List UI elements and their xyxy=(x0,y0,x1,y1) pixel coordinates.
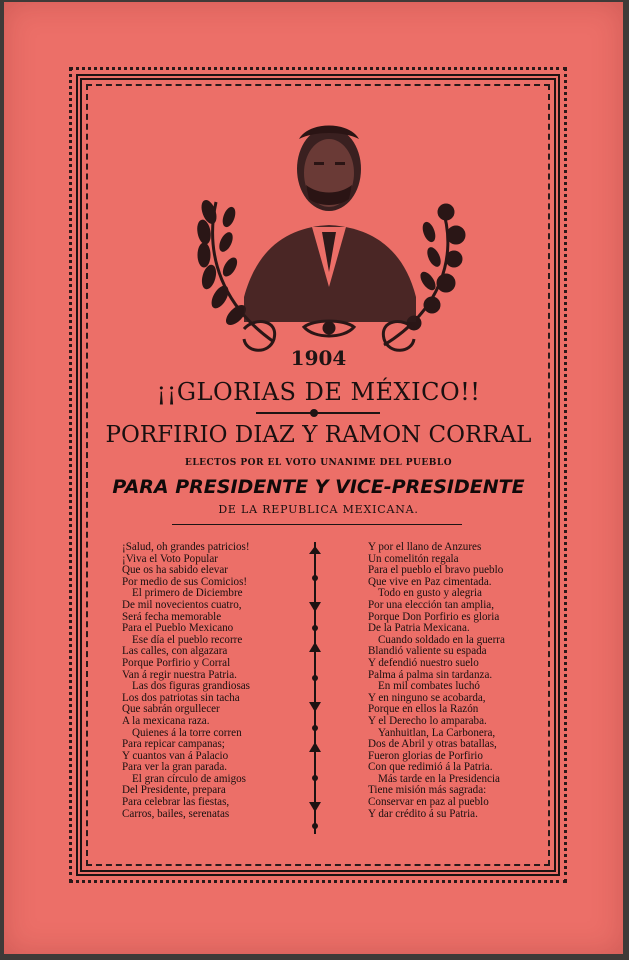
title-rule xyxy=(256,412,380,414)
verse-line: Que sabrán orgullecer xyxy=(122,703,220,716)
verse-line: Y defendió nuestro suelo xyxy=(368,656,479,669)
republic-subtitle: DE LA REPUBLICA MEXICANA. xyxy=(218,503,419,516)
verse-line: A la mexicana raza. xyxy=(122,714,210,727)
verse-line: Para ver la gran parada. xyxy=(122,761,228,774)
verse-line: ¡Salud, oh grandes patricios! xyxy=(122,541,250,553)
verse-column-right xyxy=(368,542,568,820)
verse-line: Que os ha sabido elevar xyxy=(122,564,228,577)
verse-line: Y el Derecho lo amparaba. xyxy=(368,714,487,727)
ornamental-divider xyxy=(305,542,325,834)
verse-line: Será fecha memorable xyxy=(122,610,222,623)
verse-line: ¡Viva el Voto Popular xyxy=(122,552,218,565)
verse-line: Para celebrar las fiestas, xyxy=(122,796,230,809)
broadside-sheet xyxy=(4,2,623,954)
verse-line: Las calles, con algazara xyxy=(122,645,228,658)
verse-line: Porque Don Porfirio es gloria xyxy=(368,610,500,623)
verse-line: Para el Pueblo Mexicano xyxy=(122,622,234,635)
page-title: ¡¡GLORIAS DE MÉXICO!! xyxy=(156,378,481,406)
verse-column-left xyxy=(122,542,322,820)
verse-line: Que vive en Paz cimentada. xyxy=(368,575,492,588)
verse-line: Tiene misión más sagrada: xyxy=(368,784,487,797)
verse-line: Conservar en paz al pueblo xyxy=(368,796,489,809)
verse-line: Y dar crédito á su Patria. xyxy=(368,807,478,820)
verse-line: De la Patria Mexicana. xyxy=(368,622,470,635)
verse-line: Por una elección tan amplia, xyxy=(368,598,494,611)
year-label: 1904 xyxy=(290,346,347,370)
verse-line: De mil novecientos cuatro, xyxy=(122,598,242,611)
verse-line: Cuando soldado en la guerra xyxy=(378,633,505,646)
verse-line: Ese día el pueblo recorre xyxy=(132,633,243,646)
verse-line: Yanhuitlan, La Carbonera, xyxy=(378,726,496,739)
elected-subtitle: ELECTOS POR EL VOTO UNANIME DEL PUEBLO xyxy=(184,458,453,468)
verse-line: Y en ninguno se acobarda, xyxy=(368,691,486,704)
verse-line: Los dos patriotas sin tacha xyxy=(122,691,240,704)
verse-line: En mil combates luchó xyxy=(378,680,480,693)
verse-line: Las dos figuras grandiosas xyxy=(132,680,251,693)
candidates-heading: PORFIRIO DIAZ Y RAMON CORRAL xyxy=(105,422,532,448)
section-rule xyxy=(172,524,462,525)
verse-line: Y cuantos van á Palacio xyxy=(122,749,229,762)
verse-line: Por medio de sus Comicios! xyxy=(122,575,248,588)
verse-line: Todo en gusto y alegria xyxy=(378,587,482,600)
verse-line: Quienes á la torre corren xyxy=(132,726,242,739)
verse-line: Palma á palma sin tardanza. xyxy=(368,668,493,681)
verse-line: Fueron glorias de Porfirio xyxy=(368,749,483,762)
verse-line: Para repicar campanas; xyxy=(122,738,225,751)
verse-line: Con que redimió á la Patria. xyxy=(368,761,493,774)
verse-line: Y por el llano de Anzures xyxy=(368,541,482,553)
verse-line: Del Presidente, prepara xyxy=(122,784,226,797)
verse-line: El gran círculo de amigos xyxy=(132,772,246,785)
verse-line: Más tarde en la Presidencia xyxy=(378,772,500,785)
title-rule-ornament xyxy=(310,409,318,417)
verse-line: Porque Porfirio y Corral xyxy=(122,656,231,669)
verse-line: Para el pueblo el bravo pueblo xyxy=(368,564,504,577)
office-heading: PARA PRESIDENTE Y VICE-PRESIDENTE xyxy=(112,476,525,498)
verse-line: Carros, bailes, serenatas xyxy=(122,807,230,820)
verse-line: Dos de Abril y otras batallas, xyxy=(368,738,497,751)
portrait-illustration xyxy=(184,107,474,377)
verse-line: Porque en ellos la Razón xyxy=(368,703,479,716)
verse-line: Un comelitón regala xyxy=(368,552,459,565)
verse-line: El primero de Diciembre xyxy=(132,587,243,600)
verse-line: Blandió valiente su espada xyxy=(368,645,487,658)
verse-line: Van á regir nuestra Patria. xyxy=(122,668,237,681)
